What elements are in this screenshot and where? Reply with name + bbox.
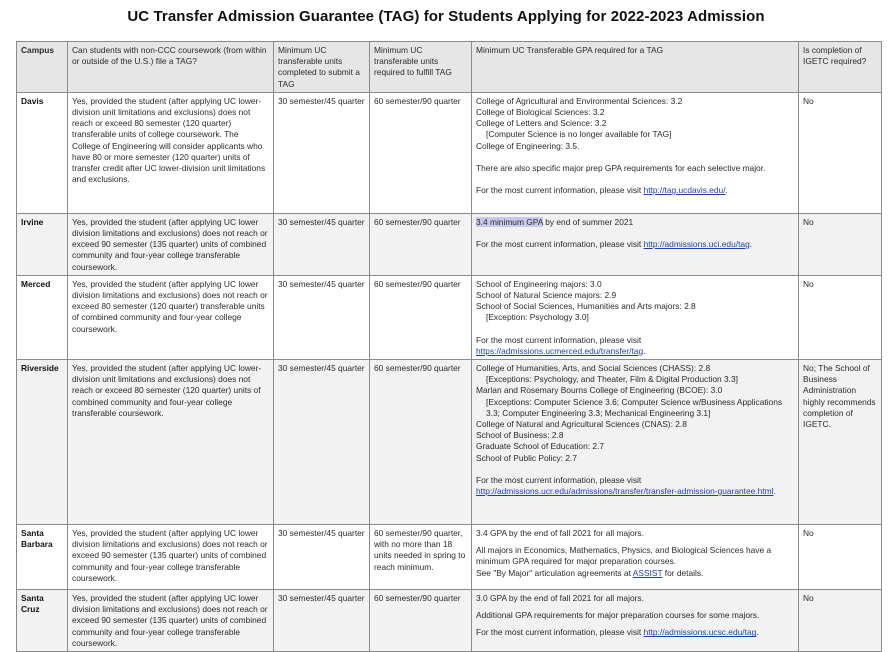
- gpa-line: College of Agricultural and Environmental Sciences: 3.2: [476, 95, 683, 106]
- gpa-line: School of Natural Science majors: 2.9: [476, 290, 617, 301]
- gpa-cell: [472, 92, 799, 213]
- gpa-line: 3.4 GPA by the end of fall 2021 for all majors.: [476, 528, 644, 539]
- gpa-line: College of Humanities, Arts, and Social Sciences (CHASS): 2.8: [476, 363, 711, 374]
- header-igetc-required: Is completion of IGETC required?: [799, 42, 882, 93]
- gpa-line: Additional GPA requirements for major preparation courses for some majors.: [476, 610, 760, 621]
- non-ccc-cell: Yes, provided the student (after applying UC lower-division unit limitations and exclusions) does not reach or exceed 80 semester (120 quarter) units of combined community and four-year college transferable coursework.: [68, 360, 274, 525]
- campus-name: Davis: [17, 92, 68, 213]
- highlighted-text: 3.4 minimum GPA: [476, 216, 543, 227]
- santa-cruz-tag-link[interactable]: http://admissions.ucsc.edu/tag: [643, 627, 757, 638]
- gpa-line: [Computer Science is no longer available for TAG]: [486, 129, 672, 140]
- gpa-cell: [472, 590, 799, 652]
- min-submit-cell: 30 semester/45 quarter: [274, 275, 370, 359]
- min-submit-cell: 30 semester/45 quarter: [274, 525, 370, 590]
- gpa-text: .: [756, 627, 759, 638]
- min-fulfill-cell: 60 semester/90 quarter: [370, 213, 472, 275]
- header-min-gpa: Minimum UC Transferable GPA required for a TAG: [472, 42, 799, 93]
- header-non-ccc-coursework: Can students with non-CCC coursework (from within or outside of the U.S.) file a TAG?: [68, 42, 274, 93]
- min-submit-cell: 30 semester/45 quarter: [274, 213, 370, 275]
- min-submit-cell: 30 semester/45 quarter: [274, 360, 370, 525]
- gpa-line: School of Social Sciences, Humanities and Arts majors: 2.8: [476, 301, 696, 312]
- gpa-line: [476, 486, 794, 497]
- table-row: [17, 275, 882, 359]
- gpa-text: For the most current information, please visit: [476, 239, 642, 250]
- gpa-line: There are also specific major prep GPA requirements for each selective major.: [476, 162, 766, 173]
- gpa-text: .: [749, 239, 753, 250]
- min-fulfill-cell: 60 semester/90 quarter: [370, 92, 472, 213]
- gpa-line: School of Business: 2.8: [476, 430, 564, 441]
- non-ccc-cell: Yes, provided the student (after applying UC lower division limitations and exclusions) does not reach or exceed 90 semester (135 quarter) units of combined community and four-year college transferable coursework.: [68, 590, 274, 652]
- igetc-cell: No; The School of Business Administration highly recommends completion of IGETC.: [799, 360, 882, 525]
- gpa-cell: [472, 360, 799, 525]
- header-min-units-fulfill: Minimum UC transferable units required to fulfill TAG: [370, 42, 472, 93]
- gpa-cell: [472, 275, 799, 359]
- table-row: [17, 360, 882, 525]
- gpa-cell: [472, 525, 799, 590]
- campus-name: Santa Barbara: [17, 525, 68, 590]
- riverside-tag-link[interactable]: http://admissions.ucr.edu/admissions/transfer/transfer-admission-guarantee.html: [476, 486, 774, 497]
- table-row: [17, 213, 882, 275]
- gpa-line: College of Letters and Science: 3.2: [476, 118, 607, 129]
- igetc-cell: No: [799, 275, 882, 359]
- gpa-line: [476, 627, 794, 638]
- gpa-line: [Exceptions: Computer Science 3.6; Computer Science w/Business Applications 3.3; Computer Engineering 3.3; Mechanical Engineering 3.1]: [486, 396, 783, 418]
- gpa-line: [476, 568, 794, 579]
- min-fulfill-cell: 60 semester/90 quarter: [370, 275, 472, 359]
- page-title: UC Transfer Admission Guarantee (TAG) for Students Applying for 2022-2023 Admission: [127, 8, 765, 25]
- table-row: [17, 525, 882, 590]
- igetc-cell: No: [799, 92, 882, 213]
- gpa-line: [476, 346, 794, 357]
- campus-name: Merced: [17, 275, 68, 359]
- gpa-text: For the most current information, please visit: [476, 627, 642, 638]
- gpa-line: College of Natural and Agricultural Sciences (CNAS): 2.8: [476, 419, 687, 430]
- gpa-line: For the most current information, please visit: [476, 474, 642, 485]
- irvine-tag-link[interactable]: http://admissions.uci.edu/tag: [643, 239, 750, 250]
- gpa-text: .: [773, 486, 776, 497]
- gpa-line: College of Engineering: 3.5.: [476, 140, 580, 151]
- gpa-line: 3.0 GPA by the end of fall 2021 for all majors.: [476, 593, 644, 604]
- non-ccc-cell: Yes, provided the student (after applying UC lower-division unit limitations and exclusions) does not reach or exceed 80 semester (120 quarter) transferable units of college coursework. The College of Engineering will consider applicants who have 80 or more semester (120 quarter) units of transfer credit after UC lower-division unit limitations and exclusions.: [68, 92, 274, 213]
- gpa-text: .: [643, 345, 646, 356]
- gpa-text: For the most current information, please visit: [476, 185, 642, 196]
- gpa-text: .: [725, 185, 728, 196]
- gpa-line: [476, 185, 794, 196]
- gpa-text: for details.: [662, 567, 704, 578]
- min-fulfill-cell: 60 semester/90 quarter: [370, 590, 472, 652]
- gpa-line: [476, 239, 794, 250]
- non-ccc-cell: Yes, provided the student (after applying UC lower division limitations and exclusions) does not reach or exceed 80 semester (120 quarter) transferable units of combined community and four-year college coursework.: [68, 275, 274, 359]
- gpa-line: For the most current information, please visit: [476, 334, 642, 345]
- igetc-cell: No: [799, 590, 882, 652]
- min-submit-cell: 30 semester/45 quarter: [274, 92, 370, 213]
- gpa-line: Graduate School of Education: 2.7: [476, 441, 605, 452]
- tag-requirements-table: [16, 41, 882, 652]
- gpa-line: School of Public Policy: 2.7: [476, 452, 578, 463]
- gpa-line: [Exception: Psychology 3.0]: [486, 312, 589, 323]
- davis-tag-link[interactable]: http://tag.ucdavis.edu/: [643, 185, 726, 196]
- header-min-units-submit: Minimum UC transferable units completed to submit a TAG: [274, 42, 370, 93]
- min-fulfill-cell: 60 semester/90 quarter: [370, 360, 472, 525]
- igetc-cell: No: [799, 525, 882, 590]
- gpa-line: College of Biological Sciences: 3.2: [476, 107, 605, 118]
- table-row: [17, 590, 882, 652]
- gpa-line: [Exceptions: Psychology, and Theater, Film & Digital Production 3.3]: [486, 374, 738, 385]
- min-fulfill-cell: 60 semester/90 quarter, with no more than 18 units needed in spring to reach minimum.: [370, 525, 472, 590]
- gpa-line: All majors in Economics, Mathematics, Physics, and Biological Sciences have a minimum GPA required for major preparation courses.: [476, 545, 772, 567]
- non-ccc-cell: Yes, provided the student (after applying UC lower division limitations and exclusions) does not reach or exceed 90 semester (135 quarter) units of combined community and four-year college transferable coursework.: [68, 525, 274, 590]
- header-campus: Campus: [17, 42, 68, 93]
- table-header-row: [17, 42, 882, 93]
- igetc-cell: No: [799, 213, 882, 275]
- gpa-line: [476, 217, 794, 228]
- gpa-cell: [472, 213, 799, 275]
- campus-name: Santa Cruz: [17, 590, 68, 652]
- non-ccc-cell: Yes, provided the student (after applying UC lower division limitations and exclusions) does not reach or exceed 90 semester (135 quarter) units of combined community and four-year college transferable coursework.: [68, 213, 274, 275]
- gpa-line: Marlan and Rosemary Bourns College of Engineering (BCOE): 3.0: [476, 385, 723, 396]
- table-row: [17, 92, 882, 213]
- campus-name: Riverside: [17, 360, 68, 525]
- assist-link[interactable]: ASSIST: [632, 567, 663, 578]
- gpa-text: by end of summer 2021: [542, 216, 634, 227]
- merced-tag-link[interactable]: https://admissions.ucmerced.edu/transfer/tag: [476, 345, 644, 356]
- min-submit-cell: 30 semester/45 quarter: [274, 590, 370, 652]
- gpa-line: School of Engineering majors: 3.0: [476, 278, 602, 289]
- campus-name: Irvine: [17, 213, 68, 275]
- gpa-text: See "By Major" articulation agreements at: [476, 567, 633, 578]
